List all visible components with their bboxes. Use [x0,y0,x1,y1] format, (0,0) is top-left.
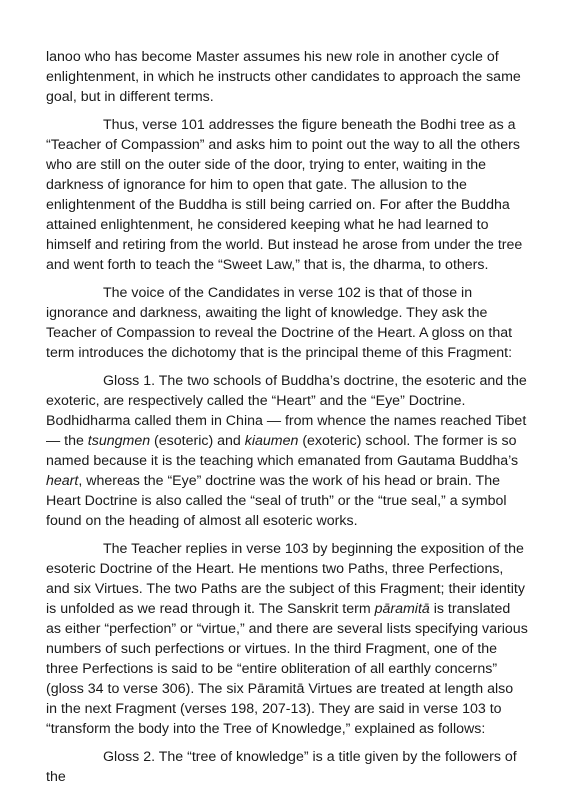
paragraph-verse-101: Thus, verse 101 addresses the figure beneath the Bodhi tree as a “Teacher of Compassion” and asks him to point out the way to all the others who are still on the outer side of the door, trying to enter, waiting in the darkness of ignorance for him to open that gate. The allusion to the enlightenment of the Buddha is still being carried on. For after the Buddha attained enlightenment, he considered keeping what he had learned to himself and retiring from the world. But instead he arose from under the tree and went forth to teach the “Sweet Law,” that is, the dharma, to others. [46,117,523,273]
paragraph-verse-103-text-b: is translated as either “perfection” or “virtue,” and there are several lists specifying various numbers of such perfections or virtues. In the third Fragment, one of the three Perfections is said to be “entire obliteration of all earthly concerns” (gloss 34 to verse 306). The six Pāramitā Virtues are treated at length also in the next Fragment (verses 198, 207-13). They are said in verse 103 to “transform the body into the Tree of Knowledge,” explained as follows: [46,601,528,737]
term-paramita: pāramitā [374,601,430,617]
paragraph-verse-103-text-a: The Teacher replies in verse 103 by beginning the exposition of the esoteric Doctrine of the Heart. He mentions two Paths, three Perfections, and six Virtues. The two Paths are the subject of this Fragment; their identity is unfolded as we read through it. The Sanskrit term [46,541,525,617]
gloss-2: Gloss 2. The “tree of knowledge” is a title given by the followers of the [46,749,517,785]
term-tsungmen: tsungmen [87,433,151,449]
paragraph-verse-103 [46,539,528,739]
paragraph-verse-102: The voice of the Candidates in verse 102 is that of those in ignorance and darkness, awaiting the light of knowledge. They ask the Teacher of Compassion to reveal the Doctrine of the Heart. A gloss on that term introduces the dichotomy that is the principal theme of this Fragment: [46,285,513,361]
term-kiaumen: kiaumen [244,433,299,449]
gloss-1-text-c: (exoteric) school. The former is so named because it is the teaching which emanated from Gautama Buddha’s [46,433,519,469]
gloss-1-text-b: (esoteric) and [150,433,245,449]
document-page [46,47,528,795]
term-heart: heart [46,473,79,489]
paragraph-continued: lanoo who has become Master assumes his new role in another cycle of enlightenment, in which he instructs other candidates to approach the same goal, but in different terms. [46,49,521,105]
gloss-1 [46,371,528,531]
gloss-1-text-d: , whereas the “Eye” doctrine was the work of his head or brain. The Heart Doctrine is also called the “seal of truth” or the “true seal,” a symbol found on the heading of almost all esoteric works. [46,473,507,529]
gloss-1-text-a: Gloss 1. The two schools of Buddha’s doctrine, the esoteric and the exoteric, are respectively called the “Heart” and the “Eye” Doctrine. Bodhidharma called them in China — from whence the names reached Tibet — the [46,373,527,449]
